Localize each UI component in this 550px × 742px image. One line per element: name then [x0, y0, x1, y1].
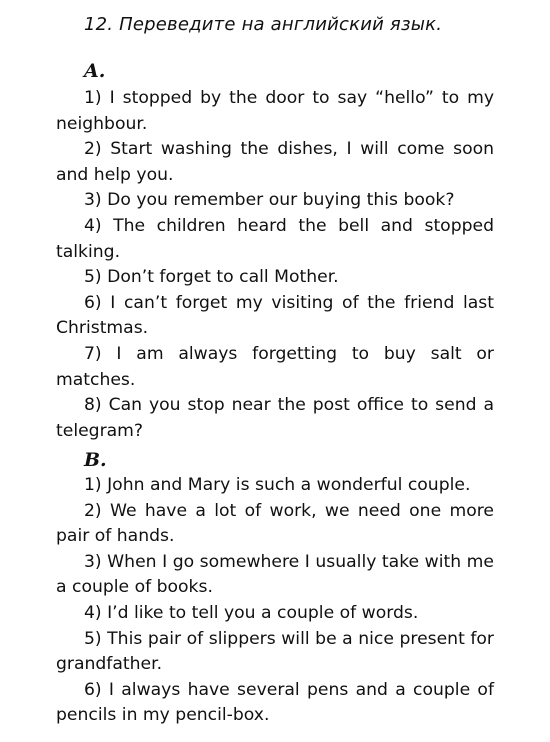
sentence-item: 5) This pair of slippers will be a nice present for grandfather.: [56, 628, 494, 675]
sentence-item: 3) When I go somewhere I usually take with me a couple of books.: [56, 551, 494, 598]
sentence-item: 7) I am always forgetting to buy salt or matches.: [56, 343, 494, 390]
section-b-items: [56, 473, 494, 729]
section-a-items: [56, 86, 494, 444]
exercise-title: 12. Переведите на английский язык.: [84, 14, 443, 35]
sentence-item: 4) I’d like to tell you a couple of words.: [84, 602, 419, 623]
section-a-label: A.: [84, 60, 106, 82]
sentence-item: 6) I can’t forget my visiting of the friend last Christmas.: [56, 292, 494, 339]
sentence-item: 3) Do you remember our buying this book?: [84, 190, 455, 211]
sentence-item: 1) John and Mary is such a wonderful couple.: [84, 475, 471, 495]
sentence-item: 6) I always have several pens and a couple of pencils in my pencil-box.: [56, 679, 494, 726]
sentence-item: 5) Don’t forget to call Mother.: [84, 267, 339, 288]
sentence-item: 2) We have a lot of work, we need one more pair of hands.: [56, 500, 494, 547]
sentence-item: 2) Start washing the dishes, I will come soon and help you.: [56, 139, 494, 185]
section-b-label: B.: [84, 449, 107, 471]
sentence-item: 1) I stopped by the door to say “hello” to my neighbour.: [56, 88, 494, 134]
sentence-item: 4) The children heard the bell and stopped talking.: [56, 215, 494, 262]
sentence-item: 8) Can you stop near the post office to send a telegram?: [56, 395, 494, 441]
